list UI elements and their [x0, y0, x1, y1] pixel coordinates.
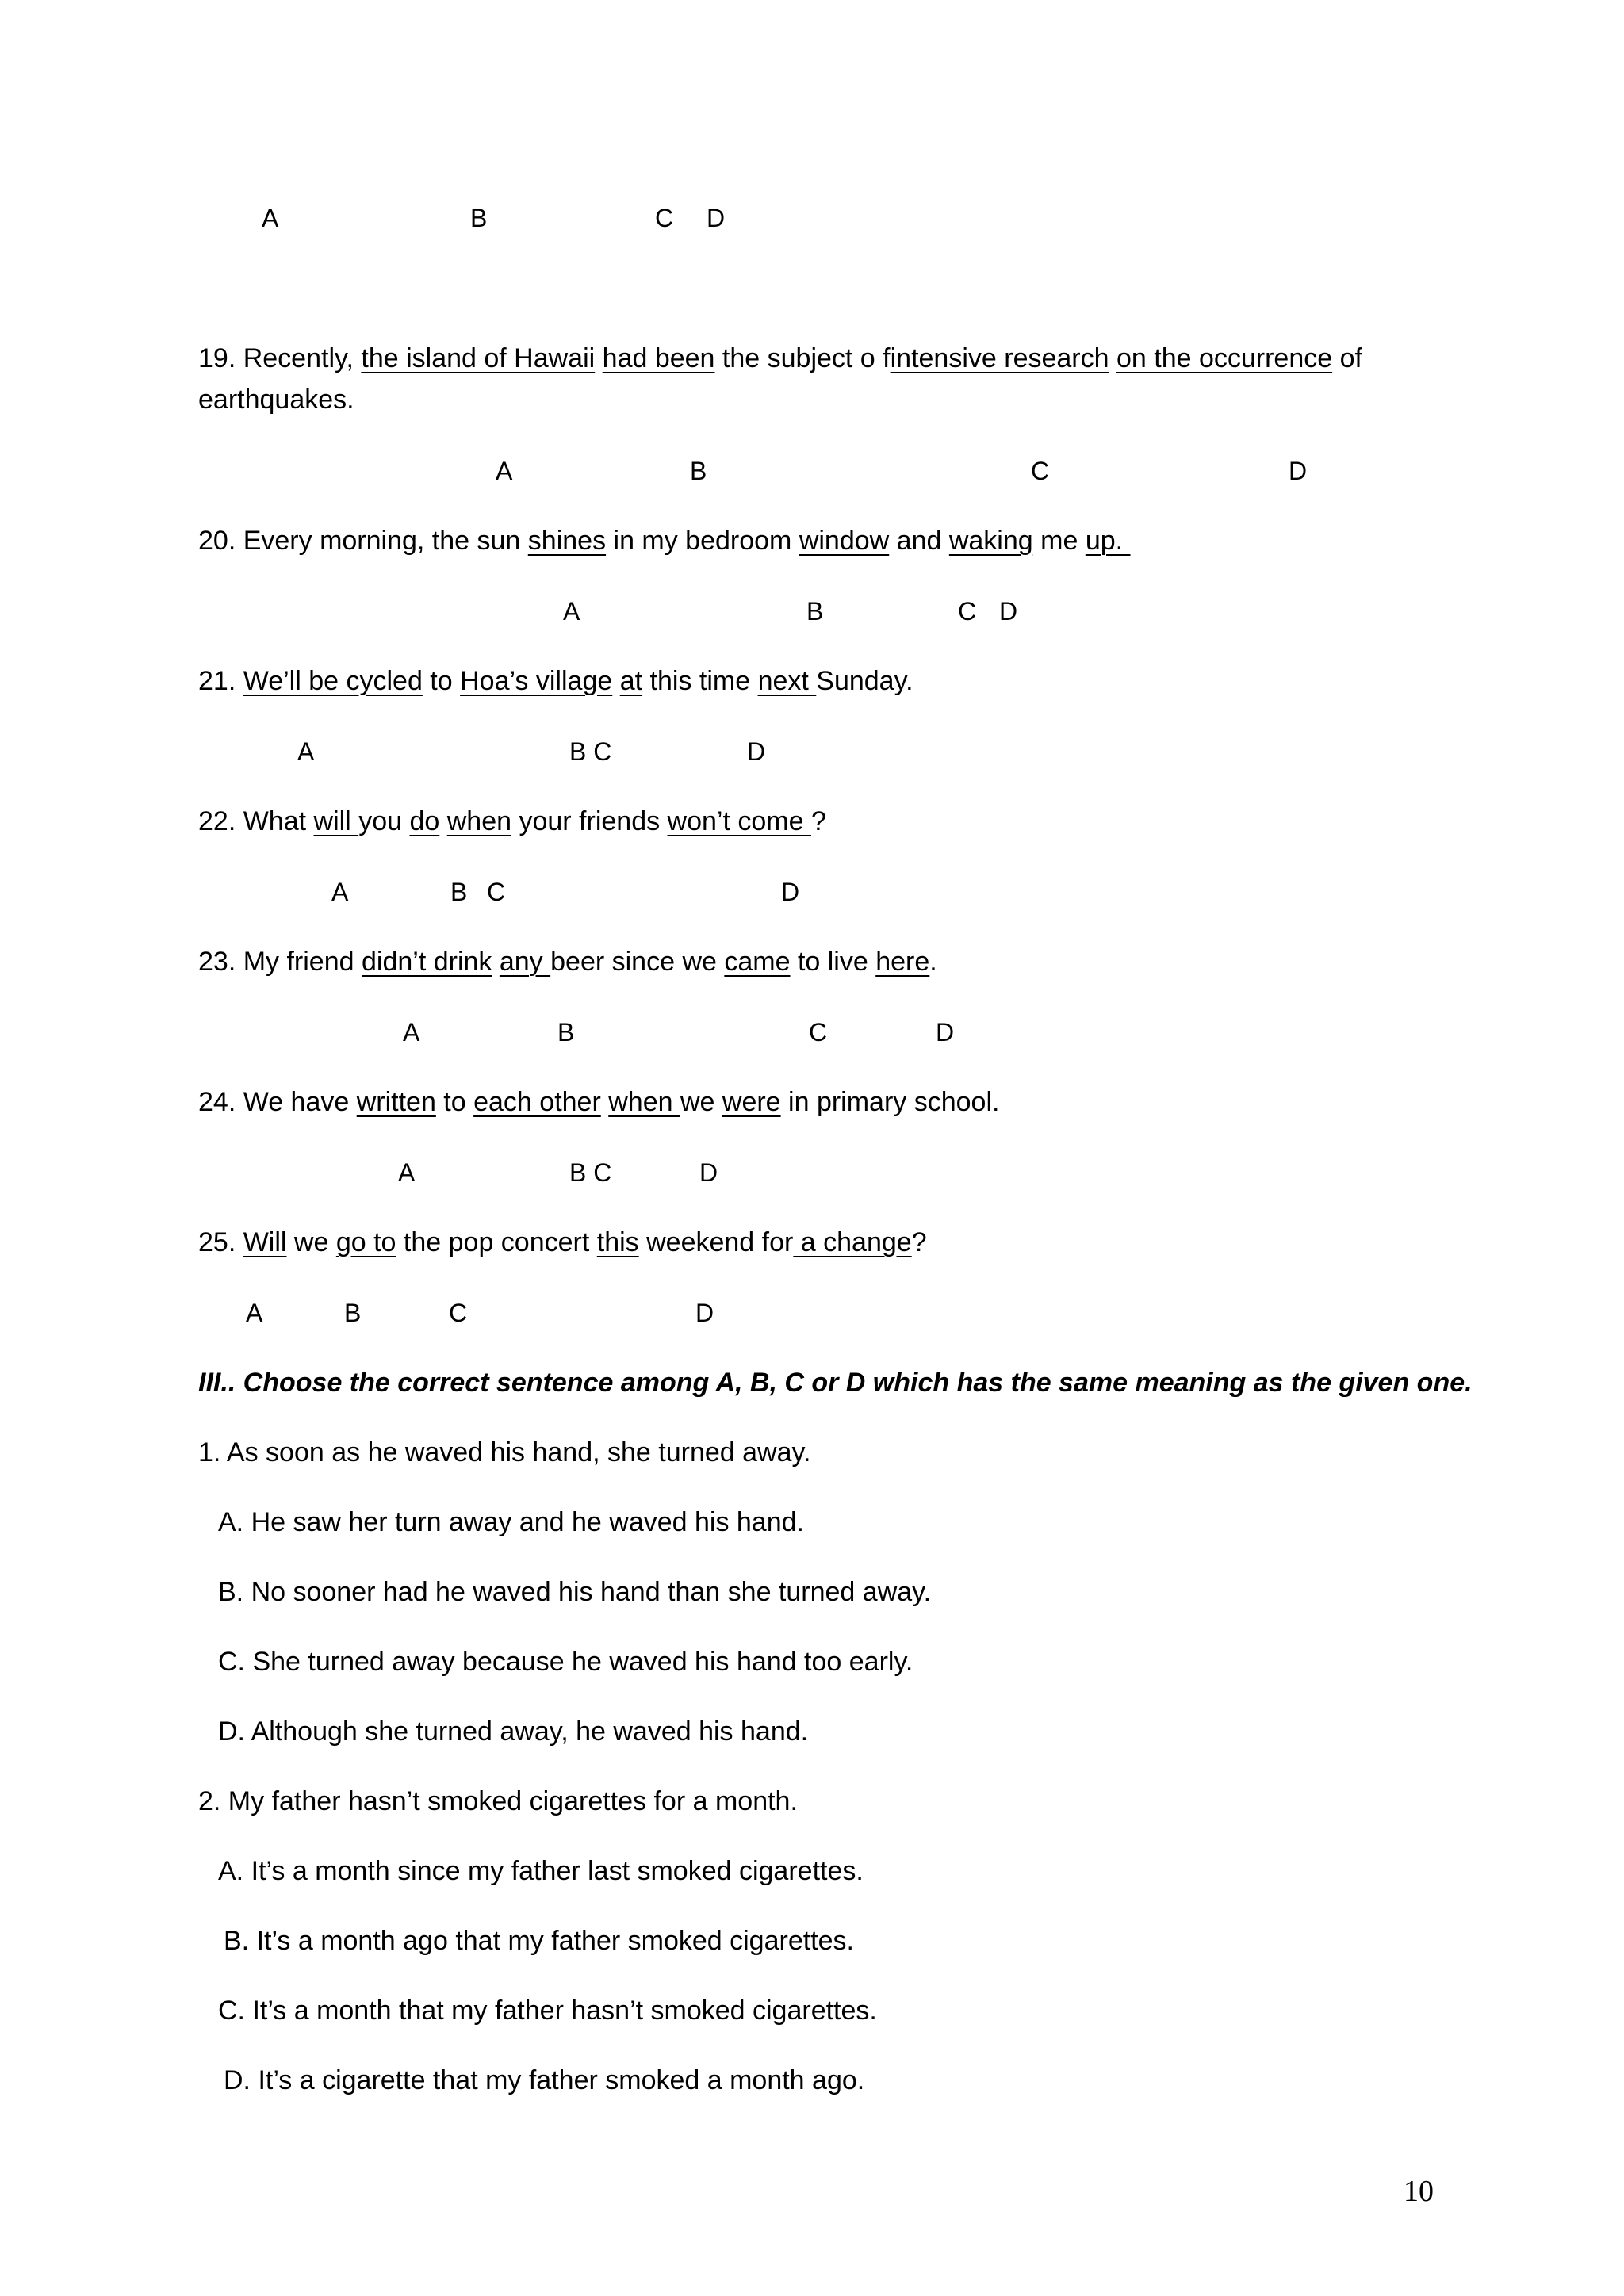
question-text: 25. — [198, 1227, 243, 1257]
question-text — [595, 343, 602, 373]
underlined-part-b: had been — [602, 343, 715, 373]
question-text: and — [889, 526, 949, 556]
q25-letter-d: D — [695, 1299, 714, 1327]
question-text: ? — [911, 1227, 927, 1257]
question-text: this time — [642, 666, 758, 696]
q18-letter-a: A — [262, 204, 279, 232]
underlined-part-a: will — [313, 806, 359, 836]
q21-letter-a: A — [297, 737, 315, 766]
underlined-part-b: window — [799, 526, 890, 556]
underlined-part-a: shines — [527, 526, 607, 556]
q23-letter-b: B — [557, 1018, 575, 1047]
q19-letter-c: C — [1031, 457, 1050, 485]
q24-letter-d: D — [699, 1158, 718, 1187]
q25-letter-b: B — [344, 1299, 362, 1327]
q2-option-a: A. It’s a month since my father last smoked cigarettes. — [218, 1856, 864, 1886]
underlined-part-c: intensive research — [890, 343, 1109, 373]
q19-letter-b: B — [690, 457, 707, 485]
q2-option-d: D. It’s a cigarette that my father smoked a month ago. — [224, 2065, 865, 2095]
q1-option-a: A. He saw her turn away and he waved his hand. — [218, 1507, 804, 1537]
underlined-part-b: go to — [335, 1227, 396, 1257]
q22-letter-c: C — [487, 878, 506, 906]
underlined-part-c: when — [608, 1087, 680, 1117]
question-25 — [198, 1222, 927, 1263]
underlined-part-d: won’t come — [667, 806, 811, 836]
q1-option-b: B. No sooner had he waved his hand than she turned away. — [218, 1577, 932, 1607]
question-text — [492, 947, 499, 977]
question-text: of earthquakes. — [198, 343, 1362, 415]
question-text: you — [358, 806, 410, 836]
question-20 — [198, 520, 1131, 561]
underlined-part-d: on the occurrence — [1116, 343, 1333, 373]
question-text — [439, 806, 446, 836]
q21-letter-bc: B C — [569, 737, 612, 766]
question-text: 21. — [198, 666, 243, 696]
section-heading: III.. Choose the correct sentence among A, B, C or D which has the same meaning as the given one. — [198, 1368, 1473, 1398]
q20-letter-a: A — [563, 597, 580, 626]
underlined-part-c: waking — [948, 526, 1033, 556]
underlined-part-b: Hoa’s village — [460, 666, 613, 696]
question-text: Sunday. — [816, 666, 914, 696]
q22-letter-a: A — [331, 878, 349, 906]
question-19 — [198, 338, 1435, 420]
underlined-part-b: do — [409, 806, 440, 836]
question-text: to live — [790, 947, 876, 977]
q1-stem: 1. As soon as he waved his hand, she turned away. — [198, 1437, 811, 1468]
q20-letter-c: C — [958, 597, 977, 626]
question-text: 24. We have — [198, 1087, 357, 1117]
underlined-part-a: didn’t drink — [361, 947, 492, 977]
q20-letter-b: B — [806, 597, 824, 626]
q25-letter-a: A — [246, 1299, 263, 1327]
q19-letter-d: D — [1289, 457, 1308, 485]
question-text: 23. My friend — [198, 947, 362, 977]
q18-letter-b: B — [470, 204, 488, 232]
underlined-part-a: Will — [243, 1227, 287, 1257]
q24-letter-bc: B C — [569, 1158, 612, 1187]
q1-option-d: D. Although she turned away, he waved his hand. — [218, 1716, 809, 1747]
question-text: weekend for — [638, 1227, 794, 1257]
question-23 — [198, 941, 937, 982]
underlined-part-d: next — [757, 666, 817, 696]
q22-letter-b: B — [450, 878, 468, 906]
underlined-part-c: when — [446, 806, 512, 836]
question-text: the subject o f — [714, 343, 891, 373]
question-text: your friends — [511, 806, 668, 836]
underlined-part-d: up. — [1085, 526, 1131, 556]
q24-letter-a: A — [398, 1158, 416, 1187]
question-21 — [198, 660, 914, 702]
underlined-part-c: came — [724, 947, 791, 977]
question-24 — [198, 1081, 999, 1123]
q2-stem: 2. My father hasn’t smoked cigarettes for a month. — [198, 1786, 798, 1816]
underlined-part-d: here — [875, 947, 930, 977]
question-text: in my bedroom — [606, 526, 799, 556]
q20-letter-d: D — [999, 597, 1018, 626]
underlined-part-c: this — [596, 1227, 639, 1257]
question-text: ? — [810, 806, 826, 836]
q19-letter-a: A — [496, 457, 513, 485]
question-text: me — [1032, 526, 1086, 556]
question-text: to — [435, 1087, 474, 1117]
q2-option-c: C. It’s a month that my father hasn’t smoked cigarettes. — [218, 1996, 877, 2026]
q21-letter-d: D — [747, 737, 766, 766]
underlined-part-a: written — [356, 1087, 436, 1117]
q23-letter-c: C — [809, 1018, 828, 1047]
question-text: 19. Recently, — [198, 343, 362, 373]
question-text: we — [680, 1087, 722, 1117]
underlined-part-b: each other — [473, 1087, 601, 1117]
page-number: 10 — [1404, 2175, 1434, 2208]
question-text: to — [422, 666, 461, 696]
question-text: the pop concert — [396, 1227, 597, 1257]
underlined-part-d: a change — [793, 1227, 912, 1257]
underlined-part-c: at — [619, 666, 643, 696]
question-text: 20. Every morning, the sun — [198, 526, 528, 556]
q23-letter-a: A — [403, 1018, 420, 1047]
question-text — [1109, 343, 1116, 373]
underlined-part-d: were — [722, 1087, 781, 1117]
question-text: 22. What — [198, 806, 314, 836]
q18-letter-d: D — [707, 204, 726, 232]
q1-option-c: C. She turned away because he waved his hand too early. — [218, 1647, 914, 1677]
q23-letter-d: D — [936, 1018, 955, 1047]
question-22 — [198, 801, 826, 842]
question-text — [612, 666, 619, 696]
q22-letter-d: D — [781, 878, 800, 906]
underlined-part-b: any — [499, 947, 551, 977]
question-text — [601, 1087, 608, 1117]
q25-letter-c: C — [449, 1299, 468, 1327]
question-text: we — [286, 1227, 336, 1257]
q2-option-b: B. It’s a month ago that my father smoked cigarettes. — [224, 1926, 854, 1956]
question-text: in primary school. — [780, 1087, 1000, 1117]
question-text: . — [929, 947, 937, 977]
underlined-part-a: We’ll be cycled — [243, 666, 423, 696]
question-text: beer since we — [550, 947, 725, 977]
q18-letter-c: C — [655, 204, 674, 232]
underlined-part-a: the island of Hawaii — [361, 343, 596, 373]
